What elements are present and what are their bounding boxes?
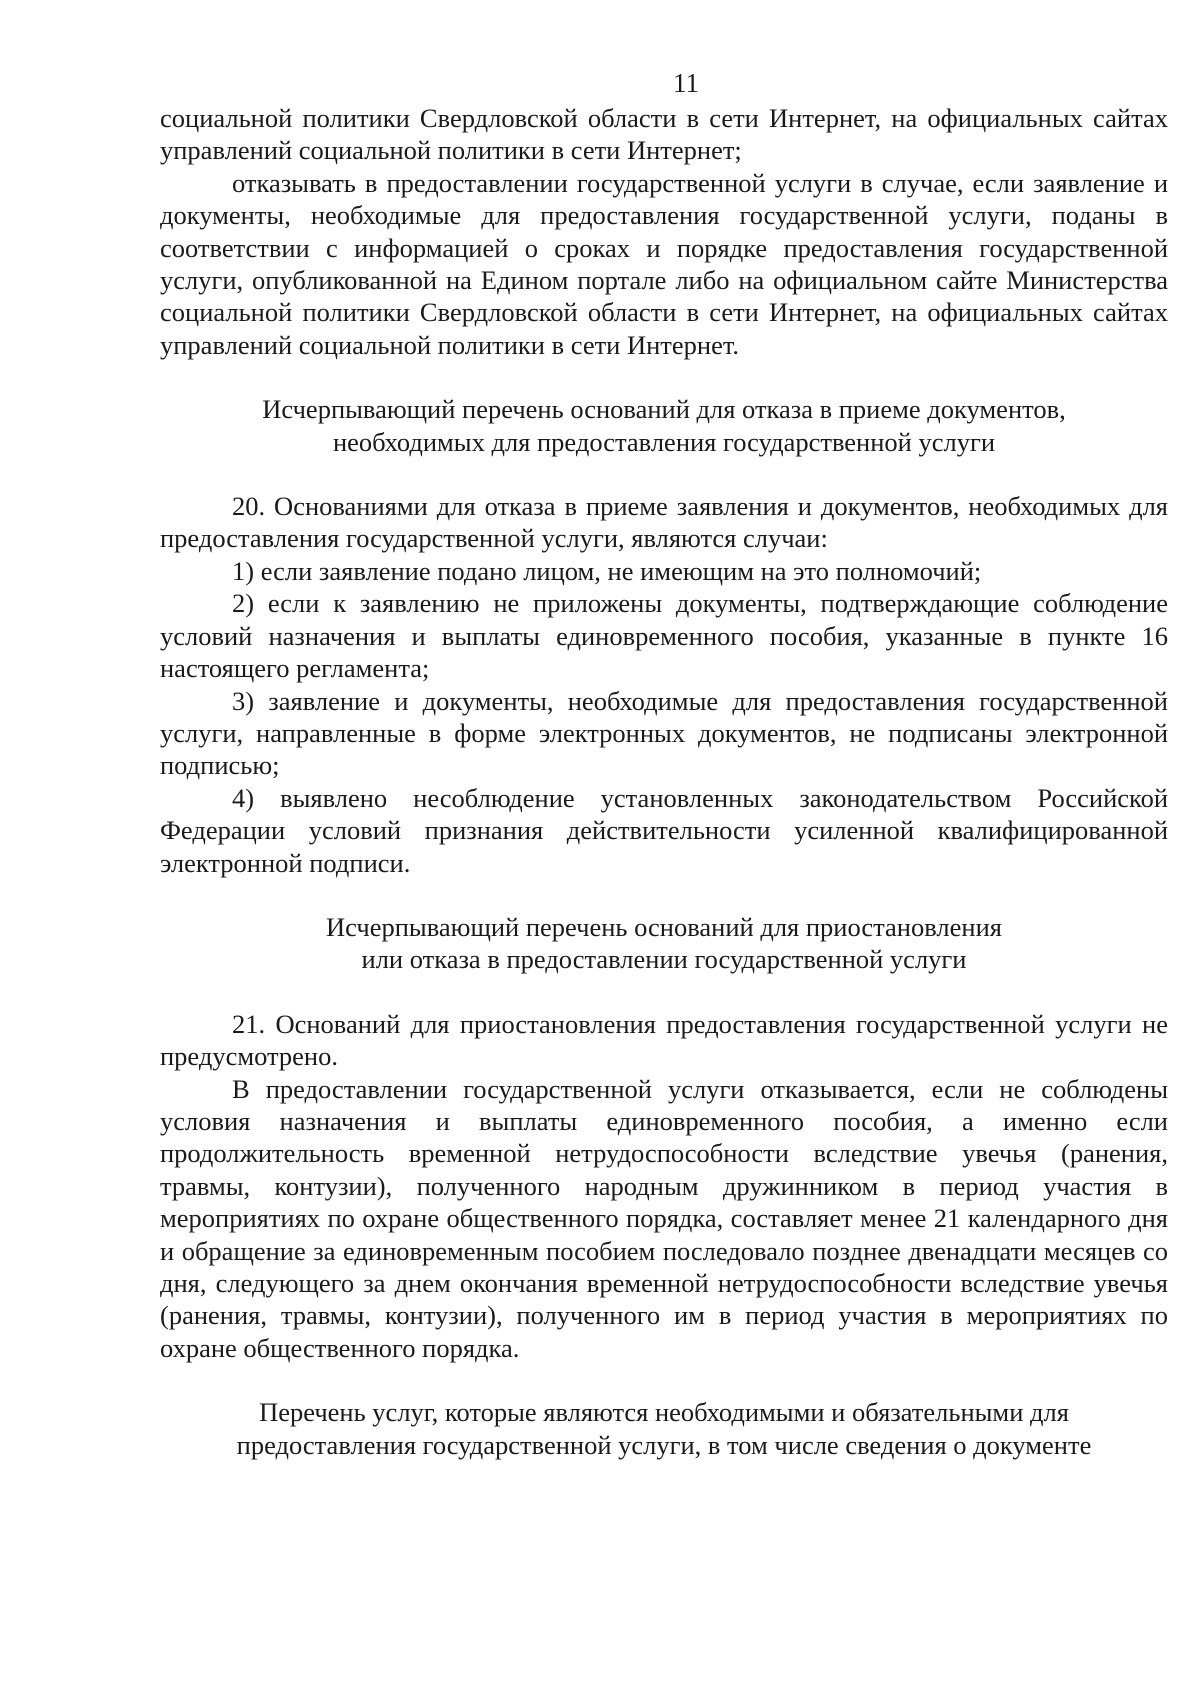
heading-line: предоставления государственной услуги, в том числе сведения о документе	[236, 1429, 1092, 1460]
section-heading-rejection-documents	[160, 393, 1168, 458]
list-item-1: 1) если заявление подано лицом, не имеющим на это полномочий;	[232, 555, 982, 586]
heading-line: Перечень услуг, которые являются необходимыми и обязательными для	[259, 1397, 1069, 1428]
list-item-4: 4) выявлено несоблюдение установленных законодательством Российской Федерации условий признания действительности усиленной квалифицированной электронной подписи.	[160, 782, 1168, 878]
heading-line: Исчерпывающий перечень оснований для приостановления	[326, 911, 1002, 942]
paragraph-refusal-conditions: В предоставлении государственной услуги отказывается, если не соблюдены условия назначения и выплаты единовременного пособия, а именно если продолжительность временной нетрудоспособности вследствие увечья (ранения, травмы, контузии), полученного народным дружинником в период участия в мероприятиях по охране общественного порядка, составляет менее 21 календарного дня и обращение за единовременным пособием последовало позднее двенадцати месяцев со дня, следующего за днем окончания временной нетрудоспособности вследствие увечья (ранения, травмы, контузии), полученного им в период участия в мероприятиях по охране общественного порядка.	[160, 1073, 1168, 1363]
document-page	[160, 68, 1168, 1461]
heading-line: или отказа в предоставлении государственной услуги	[361, 944, 967, 975]
page-number: 11	[673, 68, 699, 98]
heading-line: необходимых для предоставления государственной услуги	[332, 426, 996, 457]
list-item-3: 3) заявление и документы, необходимые для предоставления государственной услуги, направленные в форме электронных документов, не подписаны электронной подписью;	[160, 685, 1168, 781]
paragraph-21: 21. Оснований для приостановления предоставления государственной услуги не предусмотрено.	[160, 1008, 1168, 1072]
list-item-2: 2) если к заявлению не приложены документы, подтверждающие соблюдение условий назначения и выплаты единовременного пособия, указанные в пункте 16 настоящего регламента;	[160, 588, 1168, 684]
section-heading-suspension-refusal	[160, 911, 1168, 976]
paragraph-continuation: социальной политики Свердловской области в сети Интернет, на официальных сайтах управлений социальной политики в сети Интернет;	[160, 103, 1168, 166]
paragraph-refuse: отказывать в предоставлении государственной услуги в случае, если заявление и документы, необходимые для предоставления государственной услуги, поданы в соответствии с информацией о сроках и порядке предоставления государственной услуги, опубликованной на Едином портале либо на официальном сайте Министерства социальной политики Свердловской области в сети Интернет, на официальных сайтах управлений социальной политики в сети Интернет.	[160, 167, 1168, 360]
section-heading-required-services	[160, 1396, 1168, 1461]
paragraph-20: 20. Основаниями для отказа в приеме заявления и документов, необходимых для предоставления государственной услуги, являются случаи:	[160, 491, 1168, 554]
heading-line: Исчерпывающий перечень оснований для отказа в приеме документов,	[262, 394, 1066, 425]
